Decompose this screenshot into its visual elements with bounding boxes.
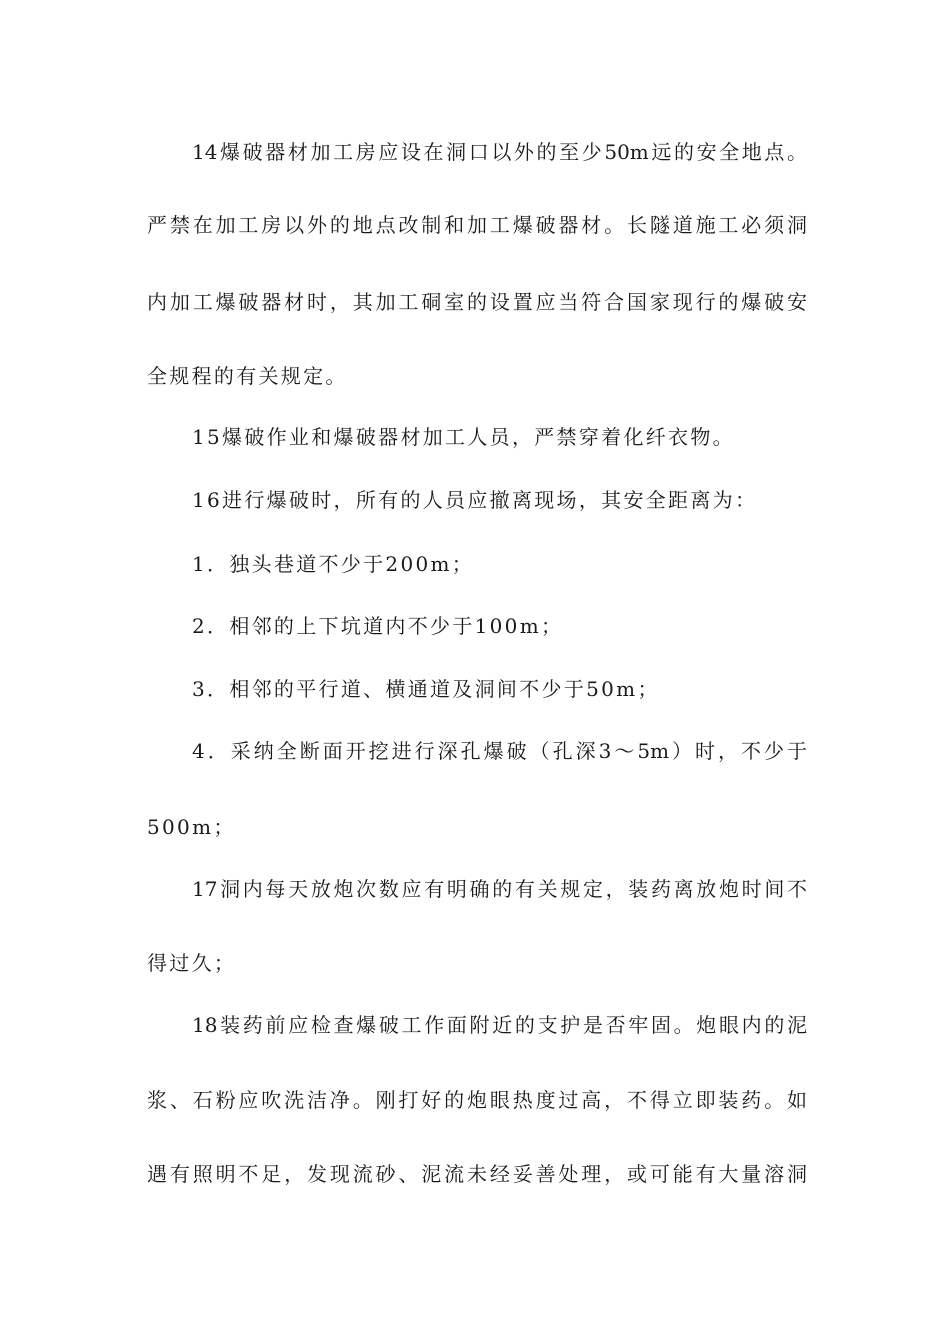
list-item-1: 1．独头巷道不少于200m；: [192, 552, 475, 576]
paragraph-14-line-4: 全规程的有关规定。: [147, 364, 348, 388]
paragraph-18-line-1: 18装药前应检查爆破工作面附近的支护是否牢固。炮眼内的泥: [192, 1013, 807, 1037]
paragraph-15: 15爆破作业和爆破器材加工人员，严禁穿着化纤衣物。: [192, 425, 735, 449]
paragraph-14-line-2: 严禁在加工房以外的地点改制和加工爆破器材。长隧道施工必须洞: [147, 213, 807, 237]
list-item-3: 3．相邻的平行道、横通道及洞间不少于50m；: [192, 677, 660, 701]
list-item-4-line-2: 500m；: [147, 815, 236, 839]
paragraph-17-line-1: 17洞内每天放炮次数应有明确的有关规定，装药离放炮时间不: [192, 877, 807, 901]
paragraph-18-line-2: 浆、石粉应吹洗洁净。刚打好的炮眼热度过高，不得立即装药。如: [147, 1088, 807, 1112]
paragraph-14-line-3: 内加工爆破器材时，其加工硐室的设置应当符合国家现行的爆破安: [147, 290, 807, 314]
list-item-4-line-1: 4．采纳全断面开挖进行深孔爆破（孔深3～5m）时，不少于: [192, 739, 807, 763]
paragraph-16: 16进行爆破时，所有的人员应撤离现场，其安全距离为：: [192, 488, 758, 512]
list-item-2: 2．相邻的上下坑道内不少于100m；: [192, 614, 564, 638]
paragraph-14-line-1: 14爆破器材加工房应设在洞口以外的至少50m远的安全地点。: [192, 140, 807, 164]
paragraph-18-line-3: 遇有照明不足，发现流砂、泥流未经妥善处理，或可能有大量溶洞: [147, 1162, 807, 1186]
paragraph-17-line-2: 得过久；: [147, 951, 237, 975]
